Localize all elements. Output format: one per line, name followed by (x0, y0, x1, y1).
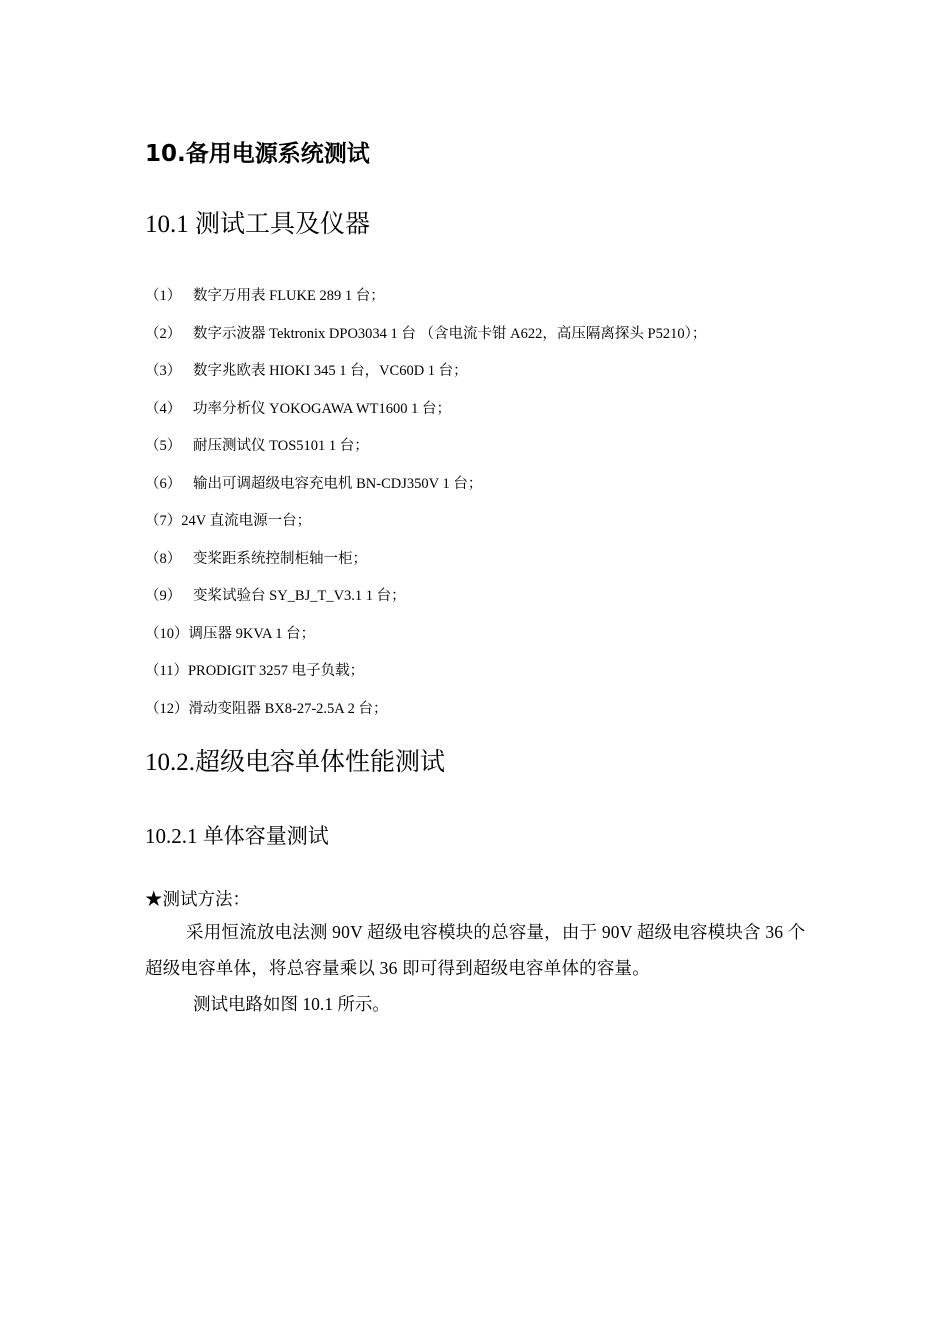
list-item-number: （1） (145, 288, 182, 304)
list-item-text: 调压器 9KVA 1 台； (188, 625, 316, 642)
list-item-number: （9） (145, 588, 182, 604)
list-item-text: 数字兆欧表 HIOKI 345 1 台，VC60D 1 台； (193, 363, 468, 379)
list-item-number: （6） (145, 475, 182, 492)
list-item-number: （4） (145, 400, 182, 417)
list-item-text: 耐压测试仪 TOS5101 1 台； (193, 438, 369, 454)
section-heading-tools: 10.1 测试工具及仪器 (145, 211, 371, 238)
list-item-text: PRODIGIT 3257 电子负载； (187, 663, 365, 679)
list-item-text: 变桨试验台 SY_BJ_T_V3.1 1 台； (193, 588, 406, 604)
list-item (145, 548, 706, 586)
document-title: 10.备用电源系统测试 (145, 141, 370, 167)
list-item (145, 510, 706, 548)
list-item-text: 输出可调超级电容充电机 BN-CDJ350V 1 台； (193, 475, 483, 492)
list-item-text: 数字万用表 FLUKE 289 1 台； (193, 288, 385, 304)
subsection-heading-capacity: 10.2.1 单体容量测试 (145, 824, 329, 848)
circuit-reference-paragraph: 测试电路如图 10.1 所示。 (193, 994, 390, 1014)
list-item (145, 323, 706, 361)
list-item-number: （5） (145, 438, 182, 454)
list-item-text: 变桨距系统控制柜轴一柜； (193, 550, 367, 567)
list-item-number: （8） (145, 550, 182, 567)
list-item-number: （2） (145, 325, 182, 342)
list-item (145, 435, 706, 473)
list-item-text: 数字示波器 Tektronix DPO3034 1 台 （含电流卡钳 A622，高压隔离探头 P5210）； (193, 325, 707, 342)
list-item-text: 滑动变阻器 BX8-27-2.5A 2 台； (188, 700, 388, 717)
list-item-text: 24V 直流电源一台； (181, 513, 312, 529)
method-label: ★测试方法： (145, 889, 250, 909)
list-item (145, 585, 706, 623)
list-item (145, 660, 706, 698)
section-heading-supercapacitor: 10.2.超级电容单体性能测试 (145, 749, 446, 776)
method-paragraph: 采用恒流放电法测 90V 超级电容模块的总容量，由于 90V 超级电容模块含 36 个超级电容单体，将总容量乘以 36 即可得到超级电容单体的容量。 (145, 922, 806, 978)
list-item (145, 398, 706, 436)
list-item-number: （3） (145, 363, 182, 379)
list-item (145, 285, 706, 323)
list-item-number: （12） (145, 700, 189, 717)
test-method-block (145, 884, 815, 1022)
list-item (145, 360, 706, 398)
list-item (145, 473, 706, 511)
list-item-text: 功率分析仪 YOKOGAWA WT1600 1 台； (193, 400, 451, 417)
list-item-number: （10） (145, 625, 189, 642)
list-item (145, 623, 706, 661)
list-item-number: （11） (145, 663, 188, 679)
tool-list (145, 285, 706, 735)
list-item-number: （7） (145, 513, 182, 529)
list-item (145, 698, 706, 736)
